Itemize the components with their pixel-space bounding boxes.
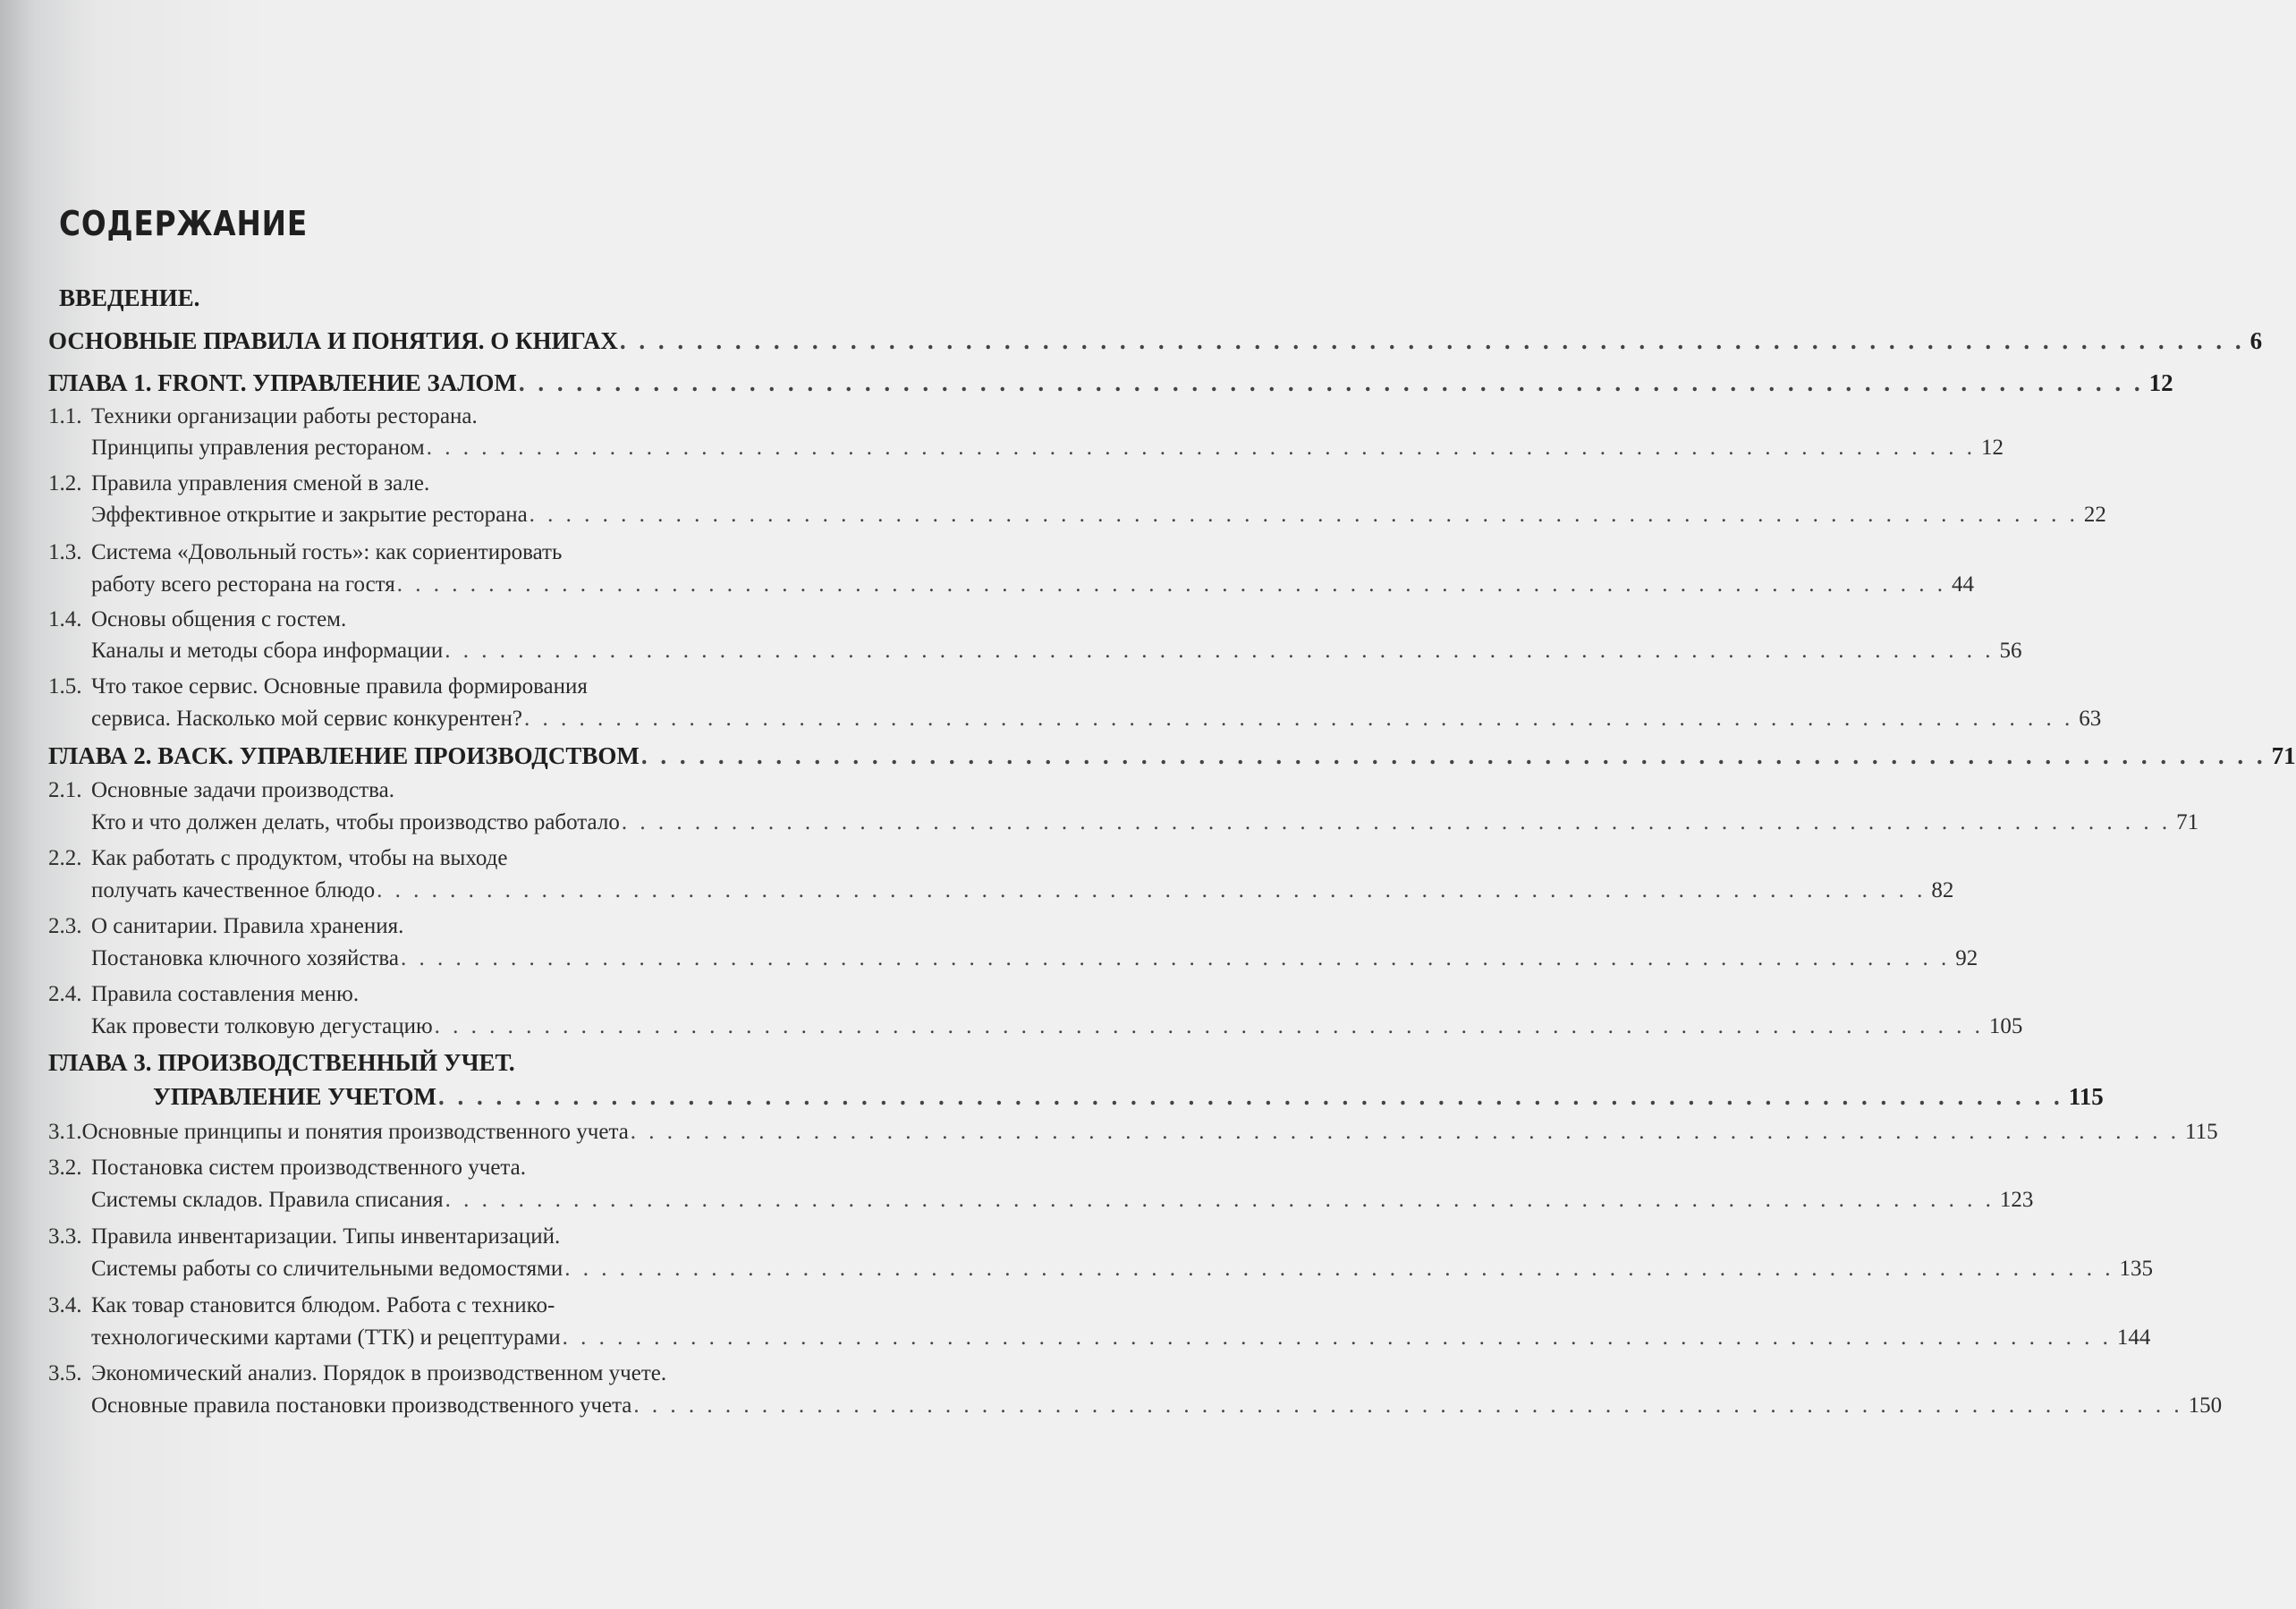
section-number: 3.3.	[48, 1224, 82, 1249]
page-number: 44	[1952, 572, 1975, 597]
section-title: технологическими картами (ТТК) и рецептурами	[91, 1325, 561, 1350]
chapter-title: ГЛАВА 3. ПРОИЗВОДСТВЕННЫЙ УЧЕТ.	[48, 1049, 515, 1076]
toc-heading: СОДЕРЖАНИЕ	[59, 204, 309, 243]
section-number: 1.1.	[48, 404, 82, 428]
chapter-title: ГЛАВА 1. FRONT. УПРАВЛЕНИЕ ЗАЛОМ	[48, 369, 517, 396]
toc-chapter-line	[48, 742, 2296, 775]
toc-section-line	[91, 878, 1954, 910]
page-number: 92	[1955, 946, 1978, 970]
page-number: 71	[2176, 810, 2199, 834]
page-number: 12	[1981, 436, 2004, 460]
section-title: получать качественное блюдо	[91, 878, 376, 902]
page-number: 6	[2249, 327, 2263, 354]
page-number: 150	[2188, 1393, 2223, 1418]
leader-dots: . . . . . . . . . . . . . . . . . . . . . . . . . . . . . . . . . . . . . . . . . . . . . . . . . . . . . . . . . . . . . . . . . . . . . . . . . . . . . . . . . . . . .	[640, 742, 2266, 769]
section-title: Основы общения с гостем.	[91, 607, 347, 631]
toc-section-line	[48, 982, 800, 1014]
toc-chapter-line	[153, 1083, 2104, 1115]
section-title: Эффективное открытие и закрытие ресторана	[91, 503, 528, 527]
toc-intro	[59, 284, 800, 317]
leader-dots: . . . . . . . . . . . . . . . . . . . . . . . . . . . . . . . . . . . . . . . . . . . . . . . . . . . . . . . . . . . . . . . . . . . . . . . . . . . . . . . . . . . . .	[523, 707, 2074, 731]
toc-section-line	[48, 540, 800, 572]
toc-section-line	[48, 778, 800, 810]
toc-section-line	[91, 707, 2102, 739]
section-title: Техники организации работы ресторана.	[91, 404, 478, 428]
toc-section-line	[48, 674, 800, 707]
toc-section-line	[48, 1224, 800, 1257]
page-number: 115	[2185, 1120, 2218, 1144]
section-title: Как работать с продуктом, чтобы на выходе	[91, 846, 508, 870]
page-number: 135	[2119, 1257, 2154, 1281]
toc-section-line	[91, 1257, 2154, 1289]
section-number: 2.4.	[48, 982, 82, 1006]
page-number: 123	[1999, 1188, 2034, 1212]
toc-section-line	[48, 1293, 800, 1325]
leader-dots: . . . . . . . . . . . . . . . . . . . . . . . . . . . . . . . . . . . . . . . . . . . . . . . . . . . . . . . . . . . . . . . . . . . . . . . . . . . . . . . . . . . . .	[619, 327, 2245, 354]
toc-chapter-line	[48, 1049, 800, 1081]
toc-section-line	[91, 436, 2004, 468]
leader-dots: . . . . . . . . . . . . . . . . . . . . . . . . . . . . . . . . . . . . . . . . . . . . . . . . . . . . . . . . . . . . . . . . . . . . . . . . . . . . . . . . . . . . .	[377, 878, 1927, 902]
section-title: Каналы и методы сбора информации	[91, 639, 444, 663]
section-title: Экономический анализ. Порядок в производственном учете.	[91, 1361, 667, 1385]
toc-section-line	[91, 1393, 2223, 1426]
leader-dots: . . . . . . . . . . . . . . . . . . . . . . . . . . . . . . . . . . . . . . . . . . . . . . . . . . . . . . . . . . . . . . . . . . . . . . . . . . . . . . . . . . . . .	[426, 436, 1977, 460]
section-number: 1.4.	[48, 607, 82, 631]
leader-dots: . . . . . . . . . . . . . . . . . . . . . . . . . . . . . . . . . . . . . . . . . . . . . . . . . . . . . . . . . . . . . . . . . . . . . . . . . . . . . . . . . . . . .	[621, 810, 2172, 834]
toc-section-line	[91, 946, 1978, 978]
section-title: Кто и что должен делать, чтобы производство работало	[91, 810, 620, 834]
leader-dots: . . . . . . . . . . . . . . . . . . . . . . . . . . . . . . . . . . . . . . . . . . . . . . . . . . . . . . . . . . . . . . . . . . . . . . . . . . . . . . . . . . . . .	[438, 1083, 2063, 1110]
leader-dots: . . . . . . . . . . . . . . . . . . . . . . . . . . . . . . . . . . . . . . . . . . . . . . . . . . . . . . . . . . . . . . . . . . . . . . . . . . . . . . . . . . . . .	[630, 1120, 2181, 1144]
section-title: Основные принципы и понятия производственного учета	[81, 1120, 629, 1144]
toc-section-line	[91, 1188, 2034, 1220]
chapter-title: ВВЕДЕНИЕ.	[59, 284, 200, 311]
section-number: 2.1.	[48, 778, 82, 802]
section-title: Правила управления сменой в зале.	[91, 471, 430, 495]
toc-section-line	[48, 1156, 800, 1188]
section-title: работу всего ресторана на гостя	[91, 572, 395, 597]
toc-section-line	[91, 503, 2106, 535]
toc-section-line	[91, 639, 2022, 671]
toc-section-line	[48, 1361, 800, 1393]
section-title: Основные правила постановки производственного учета	[91, 1393, 632, 1418]
chapter-title: УПРАВЛЕНИЕ УЧЕТОМ	[153, 1083, 436, 1110]
toc-section-line	[48, 471, 800, 504]
section-number: 3.2.	[48, 1156, 82, 1180]
toc-chapter-line	[48, 327, 2263, 360]
leader-dots: . . . . . . . . . . . . . . . . . . . . . . . . . . . . . . . . . . . . . . . . . . . . . . . . . . . . . . . . . . . . . . . . . . . . . . . . . . . . . . . . . . . . .	[633, 1393, 2183, 1418]
section-number: 1.2.	[48, 471, 82, 495]
toc-section-line	[91, 1325, 2151, 1358]
section-number: 3.5.	[48, 1361, 82, 1385]
page-number: 71	[2271, 742, 2296, 769]
leader-dots: . . . . . . . . . . . . . . . . . . . . . . . . . . . . . . . . . . . . . . . . . . . . . . . . . . . . . . . . . . . . . . . . . . . . . . . . . . . . . . . . . . . . .	[400, 946, 1951, 970]
leader-dots: . . . . . . . . . . . . . . . . . . . . . . . . . . . . . . . . . . . . . . . . . . . . . . . . . . . . . . . . . . . . . . . . . . . . . . . . . . . . . . . . . . . . .	[434, 1014, 1984, 1038]
section-number: 3.1.	[48, 1120, 82, 1144]
toc-chapter-line	[48, 369, 2173, 402]
page-number: 12	[2148, 369, 2173, 396]
section-title: Как провести толковую дегустацию	[91, 1014, 433, 1038]
section-title: Постановка систем производственного учета.	[91, 1156, 526, 1180]
page-number: 63	[2079, 707, 2102, 731]
leader-dots: . . . . . . . . . . . . . . . . . . . . . . . . . . . . . . . . . . . . . . . . . . . . . . . . . . . . . . . . . . . . . . . . . . . . . . . . . . . . . . . . . . . . .	[529, 503, 2079, 527]
toc-section-line	[48, 404, 800, 436]
section-title: Система «Довольный гость»: как сориентировать	[91, 540, 563, 564]
toc-section-line	[91, 572, 1975, 605]
page-number: 144	[2116, 1325, 2151, 1350]
section-title: Принципы управления рестораном	[91, 436, 425, 460]
leader-dots: . . . . . . . . . . . . . . . . . . . . . . . . . . . . . . . . . . . . . . . . . . . . . . . . . . . . . . . . . . . . . . . . . . . . . . . . . . . . . . . . . . . . .	[396, 572, 1947, 597]
section-number: 3.4.	[48, 1293, 82, 1317]
toc-section-line	[91, 810, 2199, 843]
page-number: 115	[2068, 1083, 2104, 1110]
section-title: Правила составления меню.	[91, 982, 360, 1006]
leader-dots: . . . . . . . . . . . . . . . . . . . . . . . . . . . . . . . . . . . . . . . . . . . . . . . . . . . . . . . . . . . . . . . . . . . . . . . . . . . . . . . . . . . . .	[445, 639, 1995, 663]
section-title: Системы складов. Правила списания	[91, 1188, 444, 1212]
page-number: 105	[1988, 1014, 2023, 1038]
section-title: Основные задачи производства.	[91, 778, 394, 802]
section-title: Системы работы со сличительными ведомостями	[91, 1257, 563, 1281]
chapter-title: ОСНОВНЫЕ ПРАВИЛА И ПОНЯТИЯ. О КНИГАХ	[48, 327, 618, 354]
section-title: Что такое сервис. Основные правила формирования	[91, 674, 588, 699]
leader-dots: . . . . . . . . . . . . . . . . . . . . . . . . . . . . . . . . . . . . . . . . . . . . . . . . . . . . . . . . . . . . . . . . . . . . . . . . . . . . . . . . . . . . .	[518, 369, 2144, 396]
section-title: О санитарии. Правила хранения.	[91, 914, 404, 938]
toc-section-line	[48, 846, 800, 878]
leader-dots: . . . . . . . . . . . . . . . . . . . . . . . . . . . . . . . . . . . . . . . . . . . . . . . . . . . . . . . . . . . . . . . . . . . . . . . . . . . . . . . . . . . . .	[562, 1325, 2112, 1350]
section-number: 2.2.	[48, 846, 82, 870]
leader-dots: . . . . . . . . . . . . . . . . . . . . . . . . . . . . . . . . . . . . . . . . . . . . . . . . . . . . . . . . . . . . . . . . . . . . . . . . . . . . . . . . . . . . .	[445, 1188, 1995, 1212]
leader-dots: . . . . . . . . . . . . . . . . . . . . . . . . . . . . . . . . . . . . . . . . . . . . . . . . . . . . . . . . . . . . . . . . . . . . . . . . . . . . . . . . . . . . .	[564, 1257, 2114, 1281]
chapter-title: ГЛАВА 2. BACK. УПРАВЛЕНИЕ ПРОИЗВОДСТВОМ	[48, 742, 640, 769]
page-number: 56	[1999, 639, 2022, 663]
page-number: 22	[2083, 503, 2106, 527]
section-number: 2.3.	[48, 914, 82, 938]
toc-section-line	[48, 607, 800, 639]
section-title: Правила инвентаризации. Типы инвентаризаций.	[91, 1224, 561, 1249]
section-title: Как товар становится блюдом. Работа с технико-	[91, 1293, 555, 1317]
toc-section-line	[48, 914, 800, 946]
section-number: 1.5.	[48, 674, 82, 699]
section-title: сервиса. Насколько мой сервис конкурентен?	[91, 707, 522, 731]
page-number: 82	[1931, 878, 1954, 902]
section-number: 1.3.	[48, 540, 82, 564]
toc-section-line	[91, 1014, 2023, 1046]
section-title: Постановка ключного хозяйства	[91, 946, 399, 970]
toc-section-line	[48, 1120, 2218, 1152]
